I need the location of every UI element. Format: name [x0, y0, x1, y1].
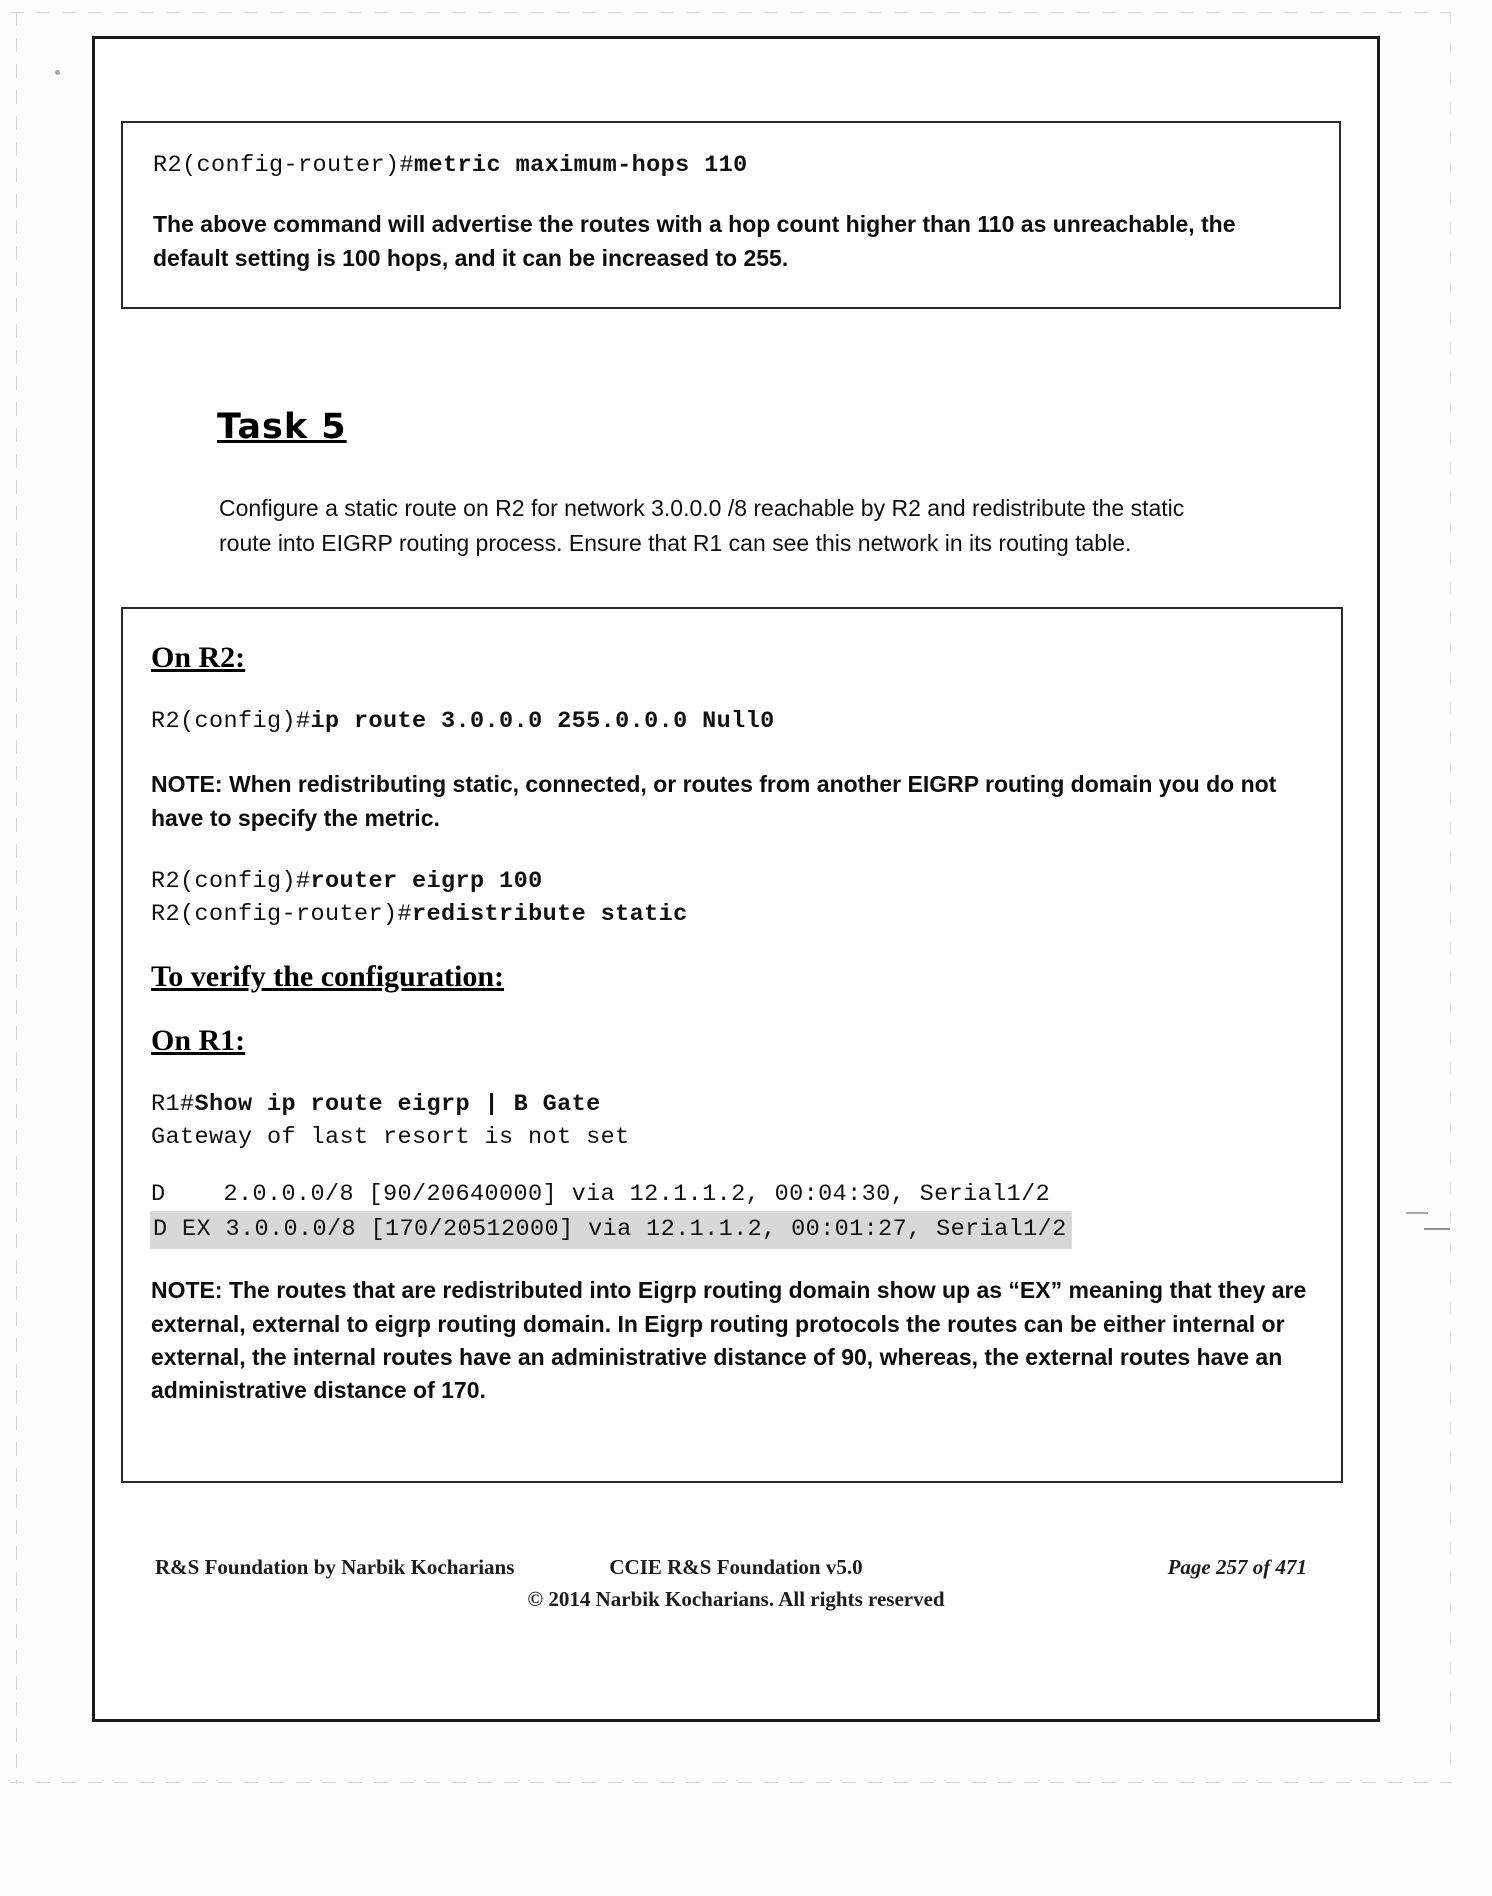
scan-speck [55, 70, 60, 75]
config-line-ip-route [151, 705, 1313, 738]
task-description: Configure a static route on R2 for network 3.0.0.0 /8 reachable by R2 and redistribute the static route into EIGRP routing process. Ensure that R1 can see this network in its routing table. [219, 495, 1185, 556]
route-entry-external-highlighted [151, 1212, 1313, 1248]
page-frame [92, 36, 1380, 1722]
footer-center-text: CCIE R&S Foundation v5.0 [609, 1555, 863, 1579]
top-command-box [121, 121, 1341, 309]
output-gateway-line: Gateway of last resort is not set [151, 1124, 630, 1152]
command-prompt: R2(config)# [151, 708, 311, 735]
heading-on-r2: On R2: [151, 641, 246, 674]
command-text: ip route 3.0.0.0 255.0.0.0 Null0 [310, 708, 775, 735]
command-prompt: R1# [151, 1090, 195, 1118]
scan-edge-right [1450, 12, 1451, 1784]
config-line-redistribute-static [151, 898, 1313, 931]
scan-speck [1406, 1212, 1428, 1214]
command-text: redistribute static [412, 901, 688, 929]
route-entry-internal: D 2.0.0.0/8 [90/20640000] via 12.1.1.2, 00:04:30, Serial1/2 [151, 1181, 1051, 1209]
show-command-line [151, 1088, 1313, 1121]
command-text: metric maximum-hops 110 [414, 152, 748, 179]
footer-copyright: © 2014 Narbik Kocharians. All rights reserved [527, 1587, 945, 1611]
footer-left-text: R&S Foundation by Narbik Kocharians [155, 1555, 515, 1579]
scan-edge-top [10, 12, 1450, 13]
command-prompt: R2(config-router)# [151, 901, 413, 929]
command-text: Show ip route eigrp | B Gate [194, 1090, 601, 1118]
command-prompt: R2(config)# [151, 868, 311, 896]
scan-tick-mark [1424, 1228, 1450, 1230]
page-footer [95, 1555, 1377, 1611]
heading-on-r1: On R1: [151, 1023, 246, 1057]
heading-verify-configuration: To verify the configuration: [151, 959, 505, 993]
scan-edge-bottom [10, 1782, 1450, 1783]
top-box-paragraph: The above command will advertise the routes with a hop count higher than 110 as unreachable, the default setting is 100 hops, and it can be increased to 255. [153, 211, 1236, 271]
highlight-marker: D EX 3.0.0.0/8 [170/20512000] via 12.1.1.2, 00:01:27, Serial1/2 [151, 1212, 1071, 1248]
note-redistribute-metric: NOTE: When redistributing static, connected, or routes from another EIGRP routing domain you do not have to specify the metric. [151, 771, 1277, 831]
note-external-routes: NOTE: The routes that are redistributed into Eigrp routing domain show up as “EX” meaning that they are external, external to eigrp routing domain. In Eigrp routing protocols the routes can be either internal or external, the internal routes have an administrative distance of 90, whereas, the external routes have an administrative distance of 170. [151, 1277, 1307, 1404]
footer-page-number: Page 257 of 471 [1167, 1555, 1307, 1579]
footer-row-primary [95, 1555, 1377, 1585]
top-command-line [153, 149, 1309, 182]
command-text: router eigrp 100 [310, 868, 543, 896]
scan-edge-left [16, 12, 17, 1784]
config-line-router-eigrp [151, 865, 1313, 898]
command-prompt: R2(config-router)# [153, 152, 415, 179]
page-content [95, 39, 1377, 1719]
task-title: Task 5 [217, 407, 347, 447]
main-config-box [121, 607, 1343, 1483]
